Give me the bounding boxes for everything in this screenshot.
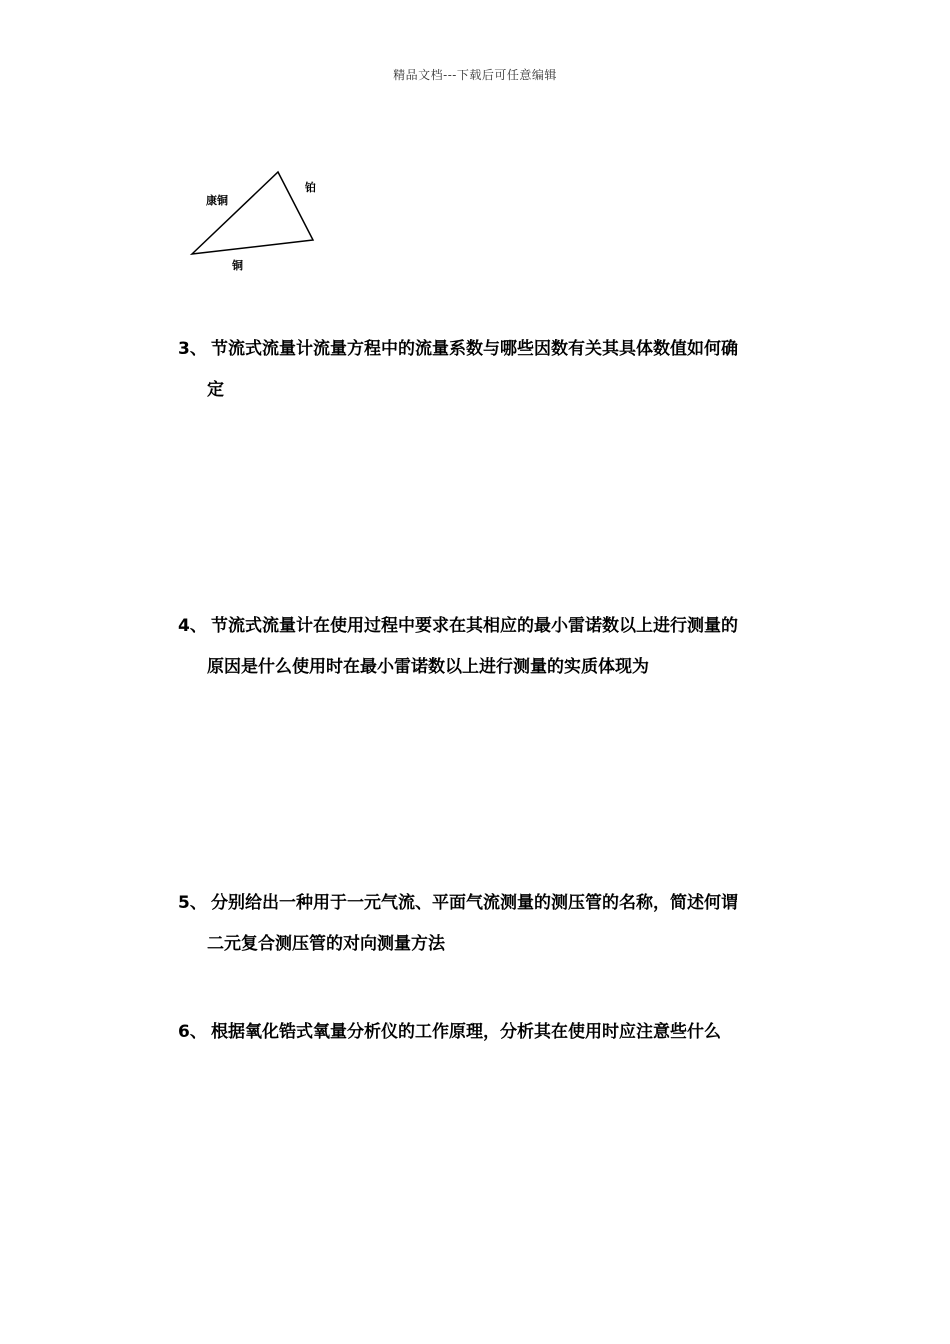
page-header: 精品文档---下载后可任意编辑 [393,68,557,82]
label-copper: 铜 [232,259,243,272]
question-text-line1: 根据氧化锆式氧量分析仪的工作原理，分析其在使用时应注意些什么 [211,1022,721,1042]
question-6 [178,1012,818,1053]
question-text-line2: 二元复合测压管的对向测量方法 [207,934,445,954]
label-platinum: 铂 [305,181,316,194]
label-constantan: 康铜 [206,194,228,207]
question-text-line2: 原因是什么使用时在最小雷诺数以上进行测量的实质体现为 [207,657,649,677]
question-5 [178,883,818,965]
question-text-line1: 分别给出一种用于一元气流、平面气流测量的测压管的名称，简述何谓 [211,893,738,913]
question-text-line1: 节流式流量计流量方程中的流量系数与哪些因数有关其具体数值如何确 [211,339,738,359]
question-number: 4、 [178,616,207,636]
question-number: 5、 [178,893,207,913]
thermocouple-triangle-diagram [180,160,340,280]
triangle-outline [192,172,313,254]
question-number: 3、 [178,339,207,359]
question-text-line1: 节流式流量计在使用过程中要求在其相应的最小雷诺数以上进行测量的 [211,616,738,636]
question-text-line2: 定 [207,380,224,400]
question-3 [178,329,818,411]
question-number: 6、 [178,1022,207,1042]
question-4 [178,606,818,688]
